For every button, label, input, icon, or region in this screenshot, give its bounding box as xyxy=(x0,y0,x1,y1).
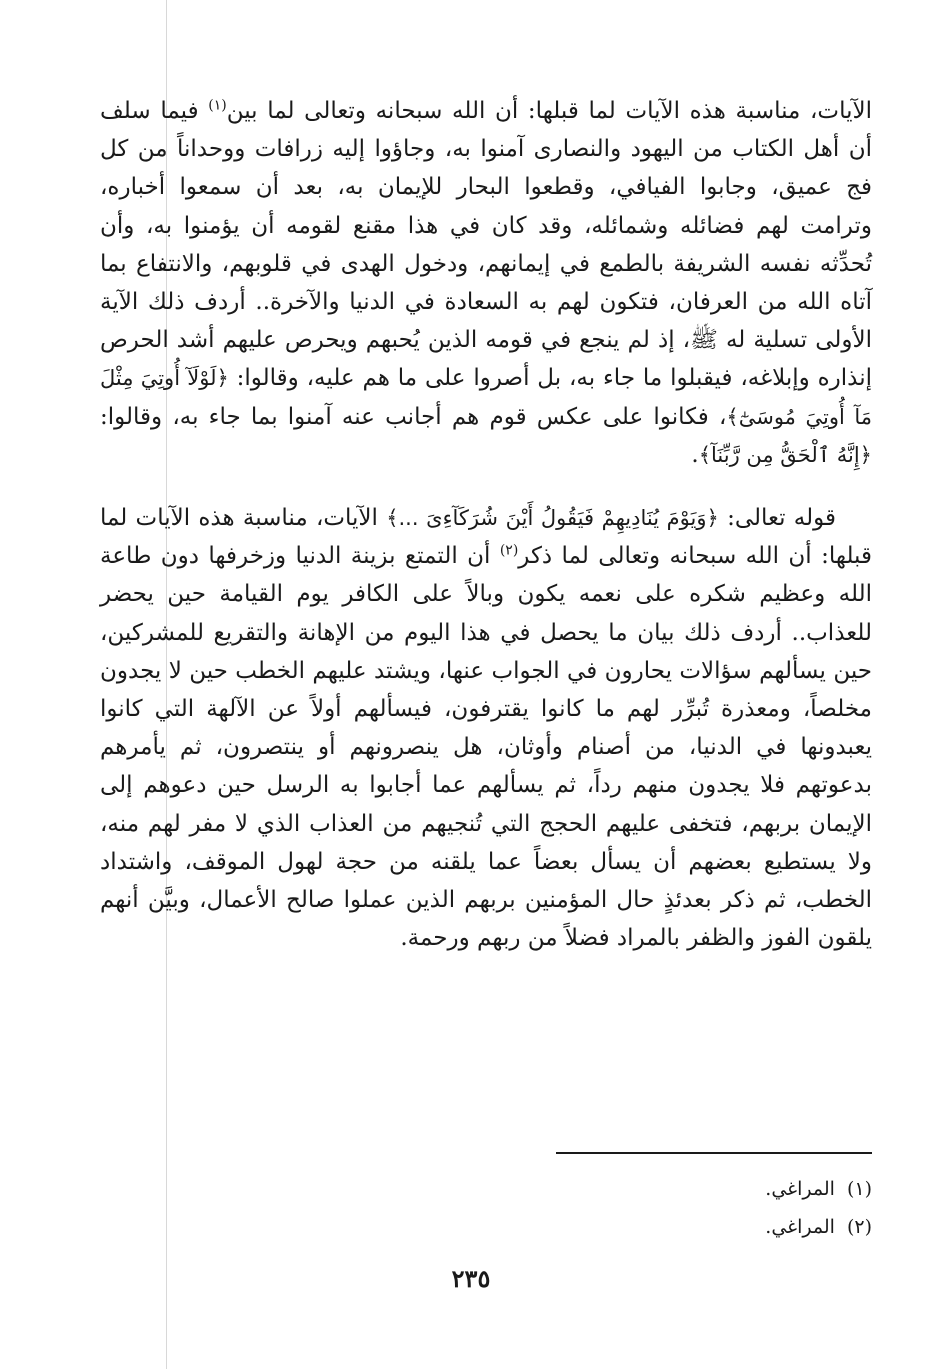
paragraph-1-text-2: فيما سلف أن أهل الكتاب من اليهود والنصارى آمنوا به، وجاؤوا إليه زرافات ووحداناً من كل فج عميق، وجابوا الفيافي، وقطعوا البحار للإيمان به، بعد أن سمعوا أخباره، وترامت لهم فضائله وشمائله، وقد كان في هذا مقنع لقومه أن يؤمنوا به، وأن تُحدِّثه نفسه الشريفة بالطمع في إيمانهم، ودخول الهدى في قلوبهم، والانتفاع بما آتاه الله من العرفان، فتكون لهم به السعادة في الدنيا والآخرة.. أردف ذلك الآية الأولى تسلية له ﷺ، إذ لم ينجع في قومه الذين يُحبهم ويحرص عليهم أشد الحرص إنذاره وإبلاغه، فيقبلوا ما جاء به، بل أصروا على ما هم عليه، وقالوا: xyxy=(100,98,872,392)
footnote-separator xyxy=(556,1152,872,1154)
paragraph-2-text-1: قوله تعالى: xyxy=(718,505,836,532)
paragraph-1-text-4: . xyxy=(691,441,699,468)
quran-quote-2: ﴿إِنَّهُ ٱلْحَقُّ مِن رَّبِّنَآ﴾ xyxy=(698,442,872,467)
paragraph-2 xyxy=(100,499,872,957)
footnote-2 xyxy=(560,1208,872,1246)
paragraph-1 xyxy=(100,92,872,474)
footnote-1-text: المراغي. xyxy=(765,1178,835,1200)
footnotes xyxy=(560,1170,872,1246)
quran-quote-1: ﴿لَوْلَآ أُوتِيَ مِثْلَ مَآ أُوتِيَ مُوسَىٰٓ﴾ xyxy=(100,366,872,429)
footnote-1-number: (١) xyxy=(846,1178,872,1200)
footnote-2-text: المراغي. xyxy=(765,1216,835,1238)
paragraph-2-text-2: الآيات، مناسبة هذه الآيات لما قبلها: أن الله سبحانه وتعالى لما ذكر xyxy=(100,505,872,570)
footnote-2-number: (٢) xyxy=(846,1216,872,1238)
footnote-ref-1: (١) xyxy=(208,97,227,114)
body-text xyxy=(100,92,872,957)
quran-quote-3: ﴿وَيَوْمَ يُنَادِيهِمْ فَيَقُولُ أَيْنَ شُرَكَآءِىَ ...﴾ xyxy=(386,506,719,531)
paragraph-1-text-3: ، فكانوا على عكس قوم هم أجانب عنه آمنوا بما جاء به، وقالوا: xyxy=(100,403,727,430)
paragraph-2-text-3: أن التمتع بزينة الدنيا وزخرفها دون طاعة الله وعظيم شكره على نعمه يكون وبالاً على الكافر يوم القيامة حين يحضر للعذاب.. أردف ذلك بيان ما يحصل في هذا اليوم من الإهانة والتقريع للمشركين، حين يسألهم سؤالات يحارون في الجواب عنها، ويشتد عليهم الخطب حين لا يجدون مخلصاً، ومعذرة تُبرِّر لهم ما كانوا يقترفون، فيسألهم أولاً عن الآلهة التي كانوا يعبدونها في الدنيا، من أصنام وأوثان، هل ينصرونهم أو ينتصرون، ثم يأمرهم بدعوتهم فلا يجدون منهم رداً، ثم يسألهم عما أجابوا به الرسل حين دعوهم إلى الإيمان بربهم، فتخفى عليهم الحجج التي تُنجيهم من العذاب الذي لا مفر لهم منه، ولا يستطيع بعضهم أن يسأل بعضاً عما يلقنه من حجة لهول الموقف، واشتداد الخطب، ثم ذكر بعدئذٍ حال المؤمنين بربهم الذين عملوا صالح الأعمال، وبيَّن أنهم يلقون الفوز والظفر بالمراد فضلاً من ربهم ورحمة. xyxy=(100,543,872,952)
footnote-ref-2: (٢) xyxy=(499,542,519,559)
page-number: ٢٣٥ xyxy=(451,1264,491,1293)
footnote-1 xyxy=(560,1170,872,1208)
paragraph-1-text-1: الآيات، مناسبة هذه الآيات لما قبلها: أن الله سبحانه وتعالى لما بين xyxy=(226,98,872,124)
